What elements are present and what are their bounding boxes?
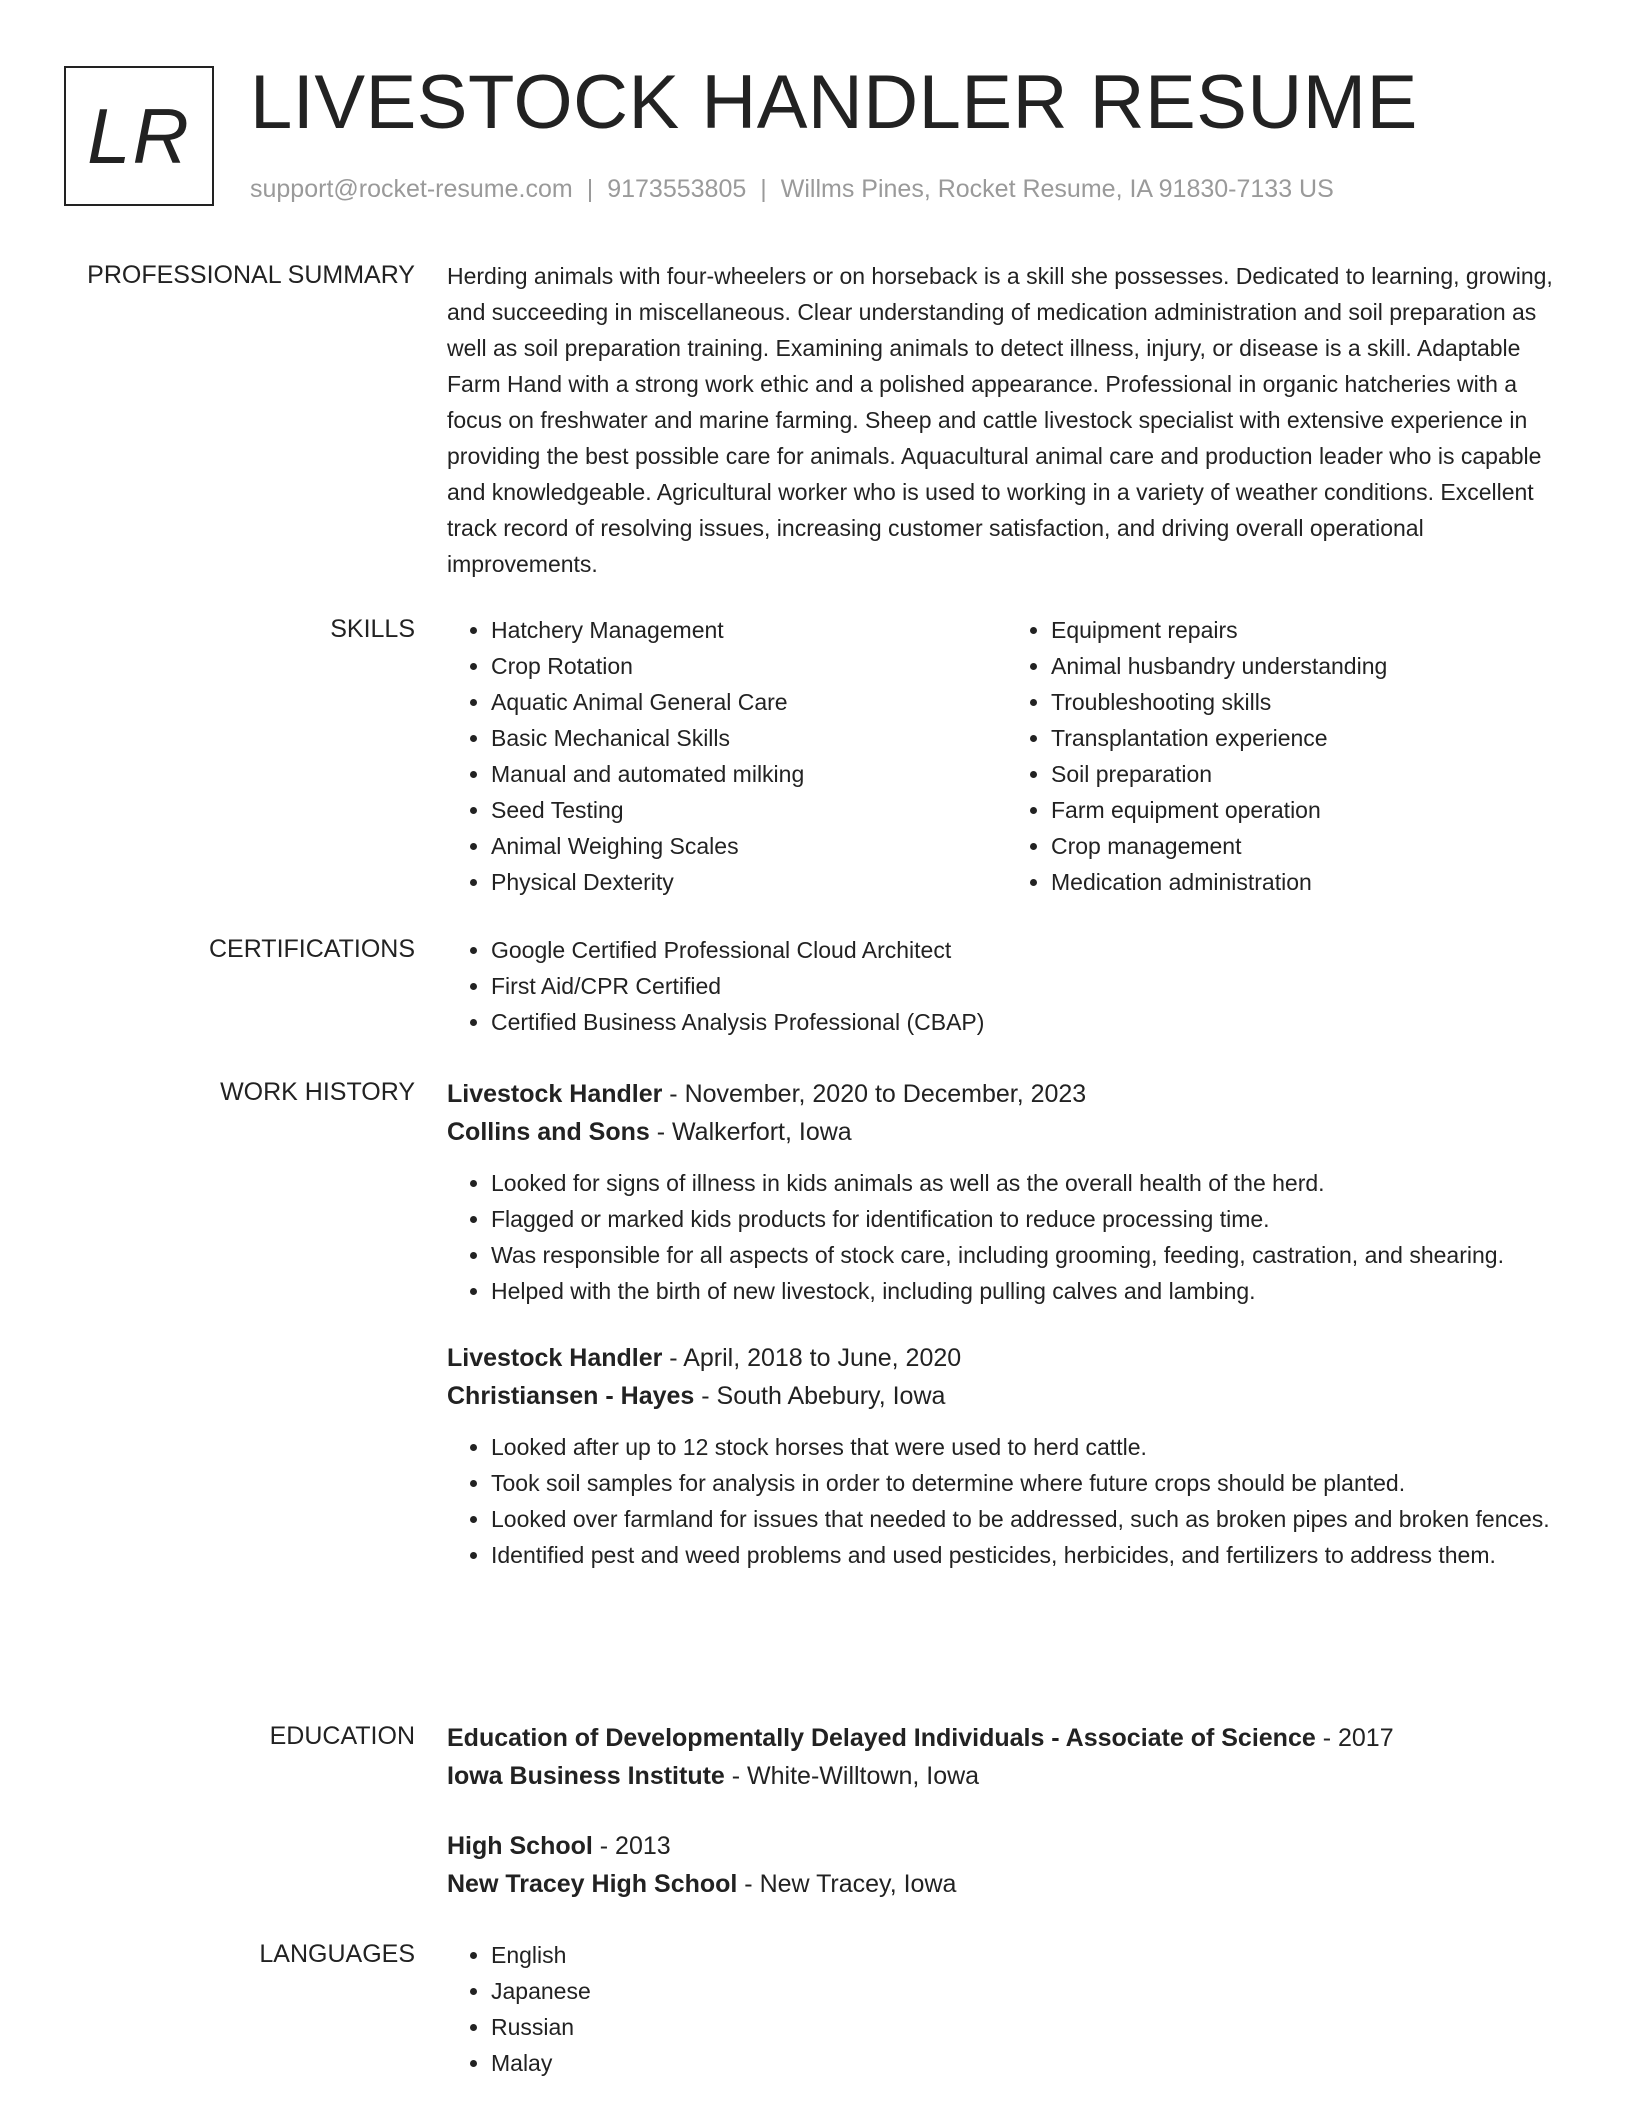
skill-item: • Animal husbandry understanding [1051,648,1567,684]
job-company: Collins and Sons [447,1118,650,1146]
monogram-logo: LR [64,66,214,206]
languages-list [447,1937,1567,2081]
job-company-line [447,1377,1567,1415]
education-school-line [447,1865,1567,1903]
education-year: - 2013 [592,1832,671,1860]
job-company: Christiansen - Hayes [447,1382,695,1410]
skill-item: • Crop Rotation [491,648,1007,684]
education-degree-line [447,1827,1567,1865]
education-entry [447,1827,1567,1903]
language-item: • Russian [491,2009,1567,2045]
section-label: SKILLS [330,615,415,643]
job-title-line [447,1339,1567,1377]
job-bullet: • Took soil samples for analysis in order to determine where future crops should be planted. [491,1465,1567,1501]
education-entry [447,1719,1567,1795]
job-dates: - April, 2018 to June, 2020 [662,1344,962,1372]
contact-separator: | [586,175,594,203]
work-history-body [447,1075,1567,1573]
education-location: - New Tracey, Iowa [737,1870,957,1898]
skill-item: • Animal Weighing Scales [491,828,1007,864]
education-school: Iowa Business Institute [447,1762,725,1790]
job-bullet: • Identified pest and weed problems and used pesticides, herbicides, and fertilizers to address them. [491,1537,1567,1573]
language-item: • English [491,1937,1567,1973]
section-label: PROFESSIONAL SUMMARY [87,261,415,289]
skill-item: • Medication administration [1051,864,1567,900]
education-degree-line [447,1719,1567,1757]
education-degree: High School [447,1832,593,1860]
certification-item: • Google Certified Professional Cloud Architect [491,932,1567,968]
contact-line [250,175,1334,204]
education-school: New Tracey High School [447,1870,738,1898]
job-title: Livestock Handler [447,1080,663,1108]
job-bullet: • Was responsible for all aspects of stock care, including grooming, feeding, castration, and shearing. [491,1237,1567,1273]
job-title-line [447,1075,1567,1113]
skill-item: • Troubleshooting skills [1051,684,1567,720]
job-location: - Walkerfort, Iowa [649,1118,852,1146]
skill-item: • Seed Testing [491,792,1007,828]
certification-item: • First Aid/CPR Certified [491,968,1567,1004]
job-bullets [447,1429,1567,1573]
skills-columns [447,612,1567,900]
skill-item: • Manual and automated milking [491,756,1007,792]
summary-text: Herding animals with four-wheelers or on horseback is a skill she possesses. Dedicated to learning, growing, and succeeding in miscellaneous. Clear understanding of medication administration and soil preparation as well as soil preparation training. Examining animals to detect illness, injury, or disease is a skill. Adaptable Farm Hand with a strong work ethic and a polished appearance. Professional in organic hatcheries with a focus on freshwater and marine farming. Sheep and cattle livestock specialist with extensive experience in providing the best possible care for animals. Aquacultural animal care and production leader who is capable and knowledgeable. Agricultural worker who is used to working in a variety of weather conditions. Excellent track record of resolving issues, increasing customer satisfaction, and driving overall operational improvements. [447,263,1553,577]
section-label: LANGUAGES [259,1940,415,1968]
skill-item: • Crop management [1051,828,1567,864]
contact-address: Willms Pines, Rocket Resume, IA 91830-7133 US [780,175,1334,203]
contact-email[interactable]: support@rocket-resume.com [250,175,573,203]
job-dates: - November, 2020 to December, 2023 [662,1080,1087,1108]
job-bullet: • Helped with the birth of new livestock, including pulling calves and lambing. [491,1273,1567,1309]
education-degree: Education of Developmentally Delayed Individuals - Associate of Science [447,1724,1316,1752]
section-label: WORK HISTORY [220,1078,415,1106]
job-company-line [447,1113,1567,1151]
contact-separator: | [760,175,767,203]
contact-phone[interactable]: 9173553805 [607,175,747,203]
job-bullet: • Looked for signs of illness in kids animals as well as the overall health of the herd. [491,1165,1567,1201]
skill-item: • Hatchery Management [491,612,1007,648]
certifications-body [447,932,1567,1040]
job-bullets [447,1165,1567,1309]
language-item: • Japanese [491,1973,1567,2009]
education-body [447,1719,1567,1903]
job-bullet: • Looked after up to 12 stock horses that were used to herd cattle. [491,1429,1567,1465]
job-entry [447,1075,1567,1309]
job-bullet: • Looked over farmland for issues that needed to be addressed, such as broken pipes and broken fences. [491,1501,1567,1537]
skill-item: • Aquatic Animal General Care [491,684,1007,720]
page-title: LIVESTOCK HANDLER RESUME [250,60,1418,145]
skill-item: • Basic Mechanical Skills [491,720,1007,756]
skill-item: • Transplantation experience [1051,720,1567,756]
job-location: - South Abebury, Iowa [694,1382,946,1410]
certifications-list [447,932,1567,1040]
skills-list-right [1007,612,1567,900]
skills-list-left [447,612,1007,900]
education-location: - White-Willtown, Iowa [724,1762,980,1790]
section-label: EDUCATION [269,1722,415,1750]
certification-item: • Certified Business Analysis Professional (CBAP) [491,1004,1567,1040]
skill-item: • Physical Dexterity [491,864,1007,900]
section-label: CERTIFICATIONS [208,935,415,963]
job-title: Livestock Handler [447,1344,663,1372]
languages-body [447,1937,1567,2081]
job-entry [447,1339,1567,1573]
education-school-line [447,1757,1567,1795]
job-bullet: • Flagged or marked kids products for identification to reduce processing time. [491,1201,1567,1237]
skill-item: • Soil preparation [1051,756,1567,792]
summary-body [447,258,1567,582]
education-year: - 2017 [1315,1724,1394,1752]
skill-item: • Equipment repairs [1051,612,1567,648]
skill-item: • Farm equipment operation [1051,792,1567,828]
language-item: • Malay [491,2045,1567,2081]
